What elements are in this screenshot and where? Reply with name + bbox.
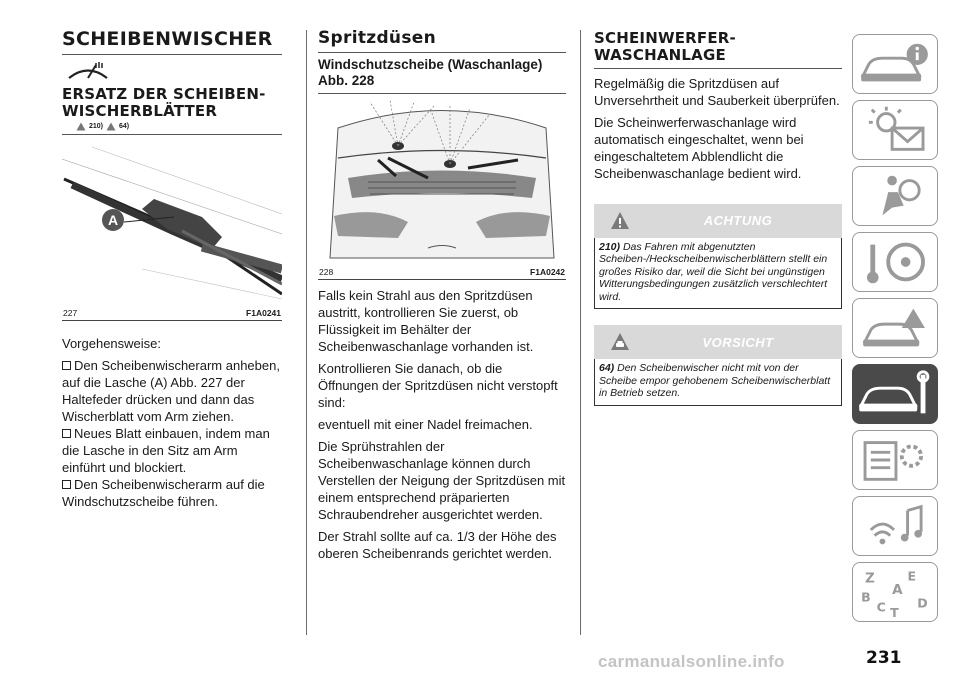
headlight-washer-text [594, 75, 842, 182]
figure-caption [62, 306, 282, 320]
technical-data-gears-icon[interactable] [852, 430, 938, 490]
dashboard-warning-lights-icon[interactable] [852, 100, 938, 160]
svg-text:T: T [890, 605, 899, 621]
caution-car-icon [610, 332, 630, 352]
procedure-intro: Vorgehensweise: [62, 335, 162, 351]
warning-text: 210) Das Fahren mit abgenutzten Scheiben-/Heckscheibenwischerblättern stellt ein großes Risiko dar, weil die Sicht bei ungünstigen Witterungsbedingungen zusätzlich verschlechtert wird. [594, 238, 842, 310]
section-title: SCHEINWERFER- WASCHANLAGE [594, 29, 736, 64]
figure-label-a: A [102, 209, 124, 231]
bullet-item: Neues Blatt einbauen, indem man die Lasche in den Sitz am Arm einführt und blockiert. [62, 425, 270, 475]
title-rule [318, 52, 566, 53]
svg-text:B: B [861, 589, 871, 605]
title-rule [594, 68, 842, 69]
reference-notes [62, 122, 282, 131]
airbag-safety-icon[interactable] [852, 166, 938, 226]
figure-number: 227 [63, 307, 78, 318]
figure-228 [318, 98, 566, 280]
section-title: Spritzdüsen [318, 28, 436, 48]
figure-code: F1A0242 [530, 267, 565, 278]
index-letters-icon[interactable] [852, 562, 938, 622]
page-number: 231 [866, 648, 902, 668]
svg-text:D: D [917, 595, 928, 611]
figure-caption [318, 265, 566, 279]
figure-227 [62, 139, 282, 321]
column-divider-2 [580, 30, 581, 635]
caution-car-icon [106, 122, 116, 131]
paragraph: Die Scheinwerferwaschanlage wird automatisch eingeschaltet, wenn bei eingeschaltetem Abblendlicht die Scheibenwaschanlage bedient wird. [594, 114, 804, 181]
warning-number: 210) [599, 240, 621, 253]
paragraph: eventuell mit einer Nadel freimachen. [318, 417, 533, 433]
bullet-square-icon [62, 480, 71, 489]
windscreen-nozzles-illustration [318, 98, 566, 260]
subsection-rule [318, 93, 566, 94]
watermark: carmanualsonline.info [598, 652, 785, 671]
figure-code: F1A0241 [246, 307, 281, 318]
paragraph: Kontrollieren Sie danach, ob die Öffnungen der Spritzdüsen nicht verstopft sind: [318, 361, 558, 411]
multimedia-icon[interactable] [852, 496, 938, 556]
subsection-title: ERSATZ DER SCHEIBEN- WISCHERBLÄTTER [62, 84, 266, 120]
bullet-square-icon [62, 361, 71, 370]
bullet-square-icon [62, 429, 71, 438]
key-steering-wheel-icon[interactable] [852, 232, 938, 292]
svg-text:A: A [892, 581, 903, 598]
caution-header [594, 325, 842, 359]
warning-box [594, 204, 842, 310]
car-warning-triangle-icon[interactable] [852, 298, 938, 358]
column-headlight-washer [594, 30, 842, 406]
caution-label: VORSICHT [702, 334, 774, 350]
column-spray-nozzles [318, 30, 566, 567]
nozzle-instructions [318, 287, 566, 562]
warning-header [594, 204, 842, 238]
svg-text:C: C [876, 599, 886, 615]
title-rule [62, 54, 282, 55]
car-wrench-icon[interactable] [852, 364, 938, 424]
column-wiper-blades [62, 30, 282, 510]
warning-label: ACHTUNG [703, 213, 773, 229]
paragraph: Die Sprühstrahlen der Scheibenwaschanlage können durch Verstellen der Neigung der Spritzdüsen mit einem entsprechend präparierten Schraubendreher ausgerichtet werden. [318, 439, 566, 523]
warning-triangle-icon [610, 211, 630, 231]
paragraph: Regelmäßig die Spritzdüsen auf Unversehrtheit und Sauberkeit überprüfen. [594, 75, 840, 108]
svg-text:Z: Z [865, 570, 875, 587]
caution-number: 64) [599, 362, 615, 375]
wiper-symbol-icon [62, 59, 282, 81]
warning-triangle-icon [76, 122, 86, 131]
section-title: SCHEIBENWISCHER [62, 28, 273, 50]
figure-number: 228 [319, 267, 334, 278]
subsection-rule [62, 134, 282, 135]
subsection-title: Windschutzscheibe (Waschanlage) Abb. 228 [318, 56, 543, 89]
paragraph: Falls kein Strahl aus den Spritzdüsen austritt, kontrollieren Sie zuerst, ob Flüssigkeit im Behälter der Scheibenwaschanlage vorhanden ist. [318, 288, 534, 355]
caution-text: 64) Den Scheibenwischer nicht mit von der Scheibe empor gehobenem Scheibenwischerblatt in Betrieb setzen. [594, 359, 842, 406]
warning-ref: 210) [89, 122, 104, 130]
caution-ref: 64) [119, 122, 130, 130]
caution-box [594, 325, 842, 406]
procedure-text [62, 335, 282, 510]
paragraph: Der Strahl sollte auf ca. 1/3 der Höhe des oberen Scheibenrands gerichtet werden. [318, 529, 557, 562]
svg-text:E: E [907, 568, 917, 584]
bullet-item: Den Scheibenwischerarm anheben, auf die Lasche (A) Abb. 227 der Haltefeder drücken und dann das Wischerblatt vom Arm ziehen. [62, 357, 280, 424]
bullet-item: Den Scheibenwischerarm auf die Windschutzscheibe führen. [62, 476, 265, 509]
car-info-icon[interactable] [852, 34, 938, 94]
column-divider-1 [306, 30, 307, 635]
wiper-blade-illustration [62, 139, 282, 301]
